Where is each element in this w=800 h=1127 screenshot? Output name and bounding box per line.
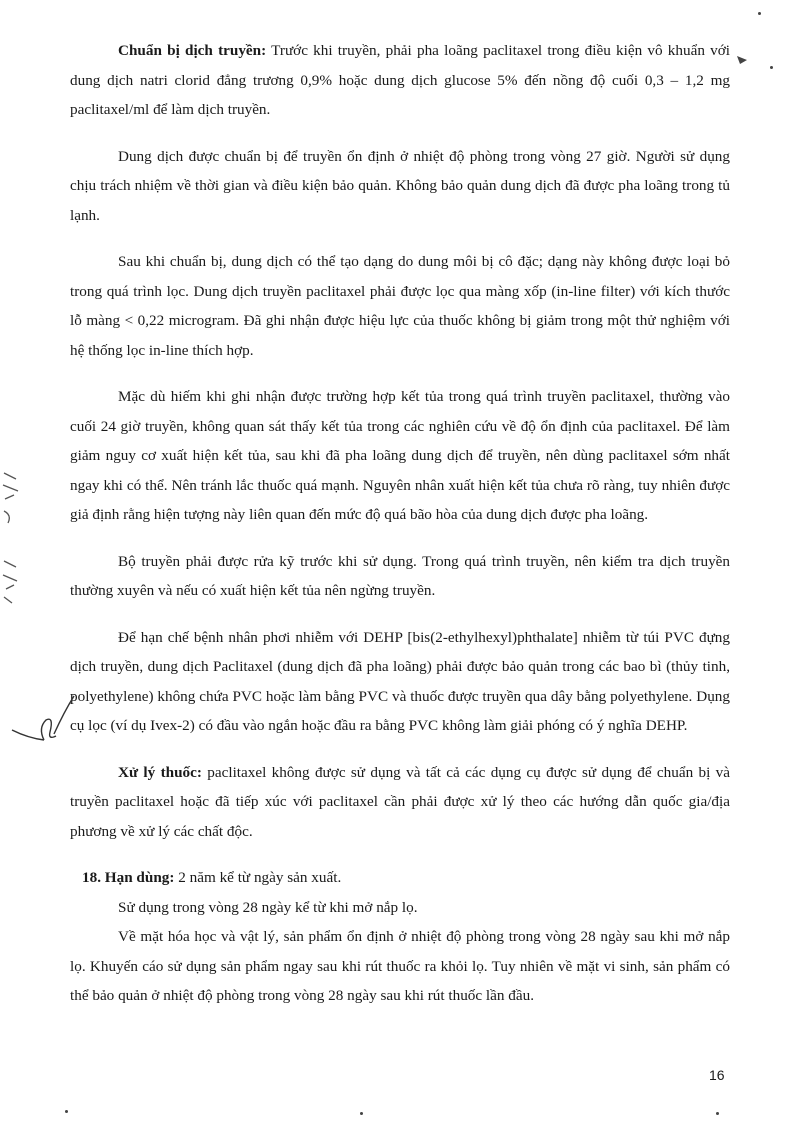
stamp-fragment-icon bbox=[0, 465, 22, 605]
heading-shelf-life: 18. Hạn dùng: bbox=[82, 869, 175, 886]
paragraph-text: Bộ truyền phải được rửa kỹ trước khi sử dụng. Trong quá trình truyền, nên kiểm tra dịch truyền thường xuyên và nếu có xuất hiện kết tủa nên ngừng truyền. bbox=[70, 552, 730, 599]
heading-disposal: Xử lý thuốc: bbox=[118, 763, 202, 781]
paragraph-text: Về mặt hóa học và vật lý, sản phẩm ổn định ở nhiệt độ phòng trong vòng 28 ngày sau khi mở nắp lọ. Khuyến cáo sử dụng sản phẩm ngay sau khi rút thuốc ra khỏi lọ. Tuy nhiên về mặt vi sinh, sản phẩm có thể bảo quản ở nhiệt độ phòng trong vòng 28 ngày sau khi rút thuốc lần đầu. bbox=[70, 928, 730, 1004]
paragraph-after-opening bbox=[70, 893, 730, 923]
paragraph-dehp bbox=[70, 623, 730, 741]
paragraph-filtering bbox=[70, 247, 730, 365]
corner-mark-icon bbox=[735, 52, 749, 66]
page-number: 16 bbox=[709, 1067, 725, 1083]
speck-dot bbox=[65, 1110, 68, 1113]
paragraph-disposal bbox=[70, 758, 730, 847]
paragraph-text: Sử dụng trong vòng 28 ngày kể từ khi mở nắp lọ. bbox=[118, 898, 418, 916]
section-shelf-life bbox=[70, 863, 730, 893]
paragraph-text: Dung dịch được chuẩn bị để truyền ổn định ở nhiệt độ phòng trong vòng 27 giờ. Người sử dụng chịu trách nhiệm về thời gian và điều kiện bảo quản. Không bảo quản dung dịch đã được pha loãng trong tủ lạnh. bbox=[70, 147, 730, 224]
paragraph-physical-chemical bbox=[70, 922, 730, 1011]
heading-preparation: Chuẩn bị dịch truyền: bbox=[118, 42, 267, 59]
paragraph-text: Sau khi chuẩn bị, dung dịch có thể tạo dạng do dung môi bị cô đặc; dạng này không được loại bỏ trong quá trình lọc. Dung dịch truyền paclitaxel phải được lọc qua màng xốp (in-line filter) với kích thước lỗ màng < 0,22 microgram. Đã ghi nhận được hiệu lực của thuốc không bị giảm trong một thử nghiệm với hệ thống lọc in-line thích hợp. bbox=[70, 253, 730, 359]
paragraph-stability bbox=[70, 142, 730, 231]
paragraph-preparation bbox=[70, 36, 730, 125]
speck-dot bbox=[770, 66, 773, 69]
signature-icon bbox=[8, 690, 78, 760]
speck-dot bbox=[716, 1112, 719, 1115]
speck-dot bbox=[758, 12, 761, 15]
page-content bbox=[70, 36, 730, 1028]
paragraph-precipitation bbox=[70, 382, 730, 530]
paragraph-text: Để hạn chế bệnh nhân phơi nhiễm với DEHP [bis(2-ethylhexyl)phthalate] nhiễm từ túi PVC đựng dịch truyền, dung dịch Paclitaxel (dung dịch đã pha loãng) phải được bảo quản trong các bao bì (thủy tinh, polyethylene) không chứa PVC hoặc làm bằng PVC và thuốc được truyền qua dây bằng polyethylene. Dụng cụ lọc (ví dụ Ivex-2) có đầu vào ngắn hoặc đầu ra bằng PVC không làm giải phóng có ý nghĩa DEHP. bbox=[70, 628, 730, 734]
paragraph-text: 2 năm kể từ ngày sản xuất. bbox=[174, 869, 342, 886]
paragraph-text: Trước khi truyền, phải pha loãng paclitaxel trong điều kiện vô khuẩn với dung dịch natri clorid đẳng trương 0,9% hoặc dung dịch glucose 5% đến nồng độ cuối 0,3 – 1,2 mg paclitaxel/ml để làm dịch truyền. bbox=[70, 42, 730, 118]
paragraph-text: paclitaxel không được sử dụng và tất cả các dụng cụ được sử dụng để chuẩn bị và truyền paclitaxel hoặc đã tiếp xúc với paclitaxel cần phải được xử lý theo các hướng dẫn quốc gia/địa phương về xử lý các chất độc. bbox=[70, 763, 730, 840]
paragraph-infusion-set bbox=[70, 547, 730, 606]
paragraph-text: Mặc dù hiếm khi ghi nhận được trường hợp kết tủa trong quá trình truyền paclitaxel, thường vào cuối 24 giờ truyền, không quan sát thấy kết tủa trong các nghiên cứu về độ ổn định của paclitaxel. Để làm giảm nguy cơ xuất hiện kết tủa, sau khi đã pha loãng dung dịch để truyền, nên dùng paclitaxel sớm nhất ngay khi có thể. Nên tránh lắc thuốc quá mạnh. Nguyên nhân xuất hiện kết tủa chưa rõ ràng, tuy nhiên được giả định rằng hiện tượng này liên quan đến mức độ quá bão hòa của dung dịch được pha loãng. bbox=[70, 388, 730, 523]
speck-dot bbox=[360, 1112, 363, 1115]
